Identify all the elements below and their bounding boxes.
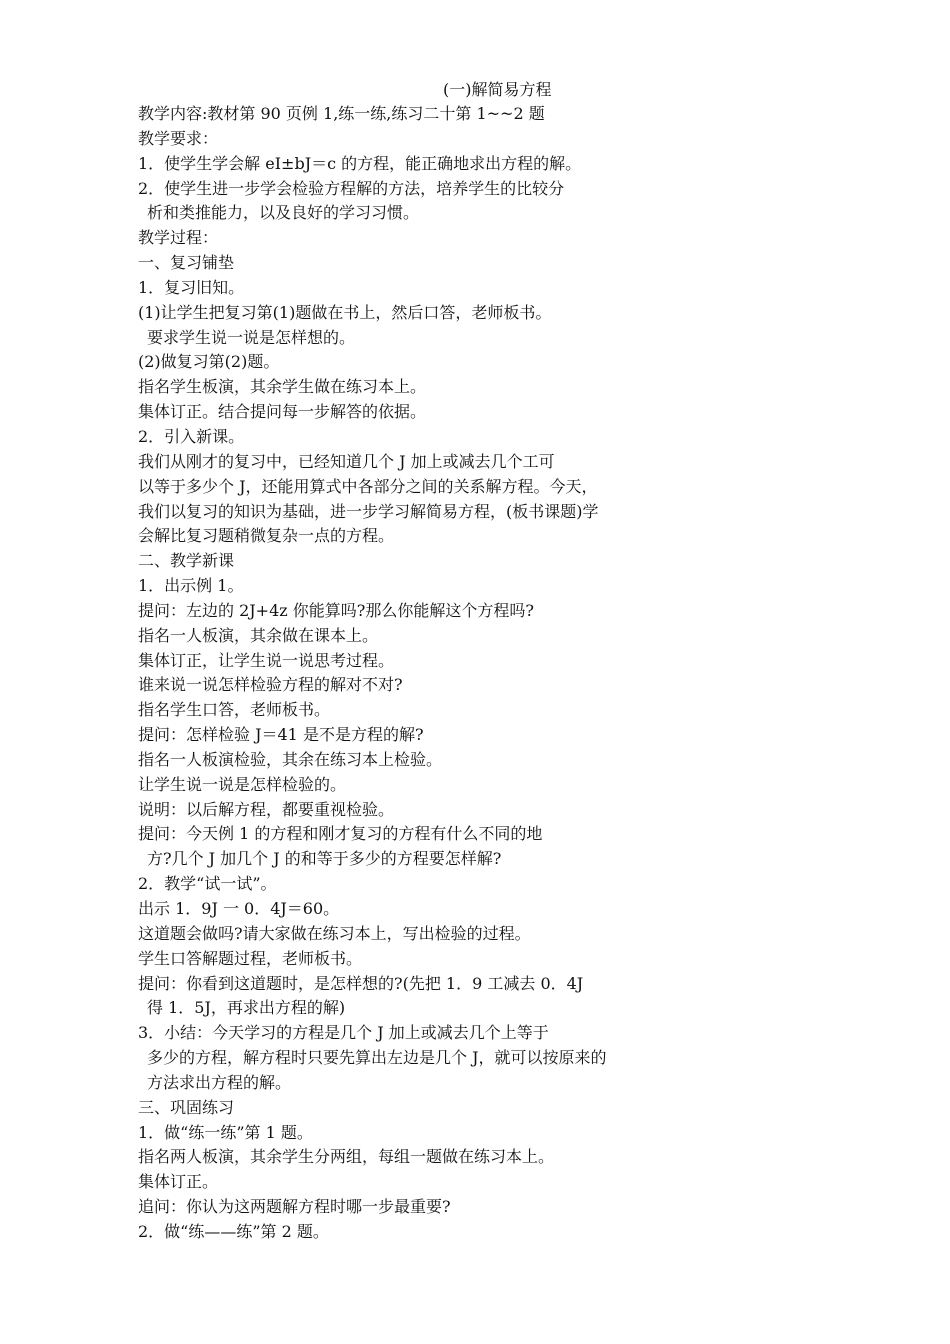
text-line: 集体订正，让学生说一说思考过程。 <box>138 650 395 670</box>
text-line: 3．小结：今天学习的方程是几个 J 加上或减去几个上等于 <box>138 1023 549 1043</box>
text-line: 教学内容:教材第 90 页例 1,练一练,练习二十第 1~~2 题 <box>138 104 545 123</box>
text-line: 以等于多少个 J，还能用算式中各部分之间的关系解方程。今天， <box>138 476 598 496</box>
text-line: 集体订正。 <box>138 1172 219 1192</box>
text-line: 教学过程： <box>138 228 219 248</box>
text-line: 我们以复习的知识为基础，进一步学习解简易方程，(板书课题)学 <box>138 501 599 521</box>
text-line: 教学要求： <box>138 128 219 148</box>
text-line: 出示 1．9J 一 0．4J＝60。 <box>138 899 340 918</box>
text-line: 得 1．5J，再求出方程的解) <box>147 998 346 1018</box>
text-line: 1．复习旧知。 <box>138 277 245 297</box>
text-line: 方?几个 J 加几个 J 的和等于多少的方程要怎样解? <box>147 849 502 869</box>
text-line: 2．教学“试一试”。 <box>138 874 277 894</box>
text-line: 提问：今天例 1 的方程和刚才复习的方程有什么不同的地 <box>138 824 543 844</box>
text-line: 1．做“练一练”第 1 题。 <box>138 1122 313 1142</box>
text-line: 让学生说一说是怎样检验的。 <box>138 774 347 794</box>
text-line: 说明：以后解方程，都要重视检验。 <box>138 799 395 819</box>
text-line: 1．出示例 1。 <box>138 576 244 596</box>
text-line: 二、教学新课 <box>138 551 235 571</box>
text-line: 2．做“练——练”第 2 题。 <box>138 1221 329 1241</box>
text-line: 集体订正。结合提问每一步解答的依据。 <box>138 402 427 422</box>
text-line: 提问：左边的 2J+4z 你能算吗?那么你能解这个方程吗? <box>138 600 534 620</box>
text-line: 2．引入新课。 <box>138 426 245 446</box>
text-line: 要求学生说一说是怎样想的。 <box>147 327 356 347</box>
text-line: (1)让学生把复习第(1)题做在书上，然后口答，老师板书。 <box>138 302 552 322</box>
text-line: 谁来说一说怎样检验方程的解对不对? <box>138 675 403 695</box>
text-line: 提问：怎样检验 J＝41 是不是方程的解? <box>138 725 424 745</box>
document-title: (一)解简易方程 <box>443 80 552 99</box>
text-line: 会解比复习题稍微复杂一点的方程。 <box>138 526 395 546</box>
text-line: 指名学生板演，其余学生做在练习本上。 <box>138 377 427 397</box>
document-body <box>138 102 838 1245</box>
text-line: 这道题会做吗?请大家做在练习本上，写出检验的过程。 <box>138 923 531 943</box>
text-line: 2．使学生进一步学会检验方程解的方法，培养学生的比较分 <box>138 178 565 198</box>
text-line: (2)做复习第(2)题。 <box>138 352 280 372</box>
text-line: 我们从刚才的复习中，已经知道几个 J 加上或减去几个工可 <box>138 451 555 471</box>
text-line: 1．使学生学会解 eI±bJ＝c 的方程，能正确地求出方程的解。 <box>138 153 582 173</box>
text-line: 指名一人板演检验，其余在练习本上检验。 <box>138 749 443 769</box>
text-line: 多少的方程，解方程时只要先算出左边是几个 J，就可以按原来的 <box>147 1048 607 1068</box>
text-line: 指名一人板演，其余做在课本上。 <box>138 625 379 645</box>
text-line: 提问：你看到这道题时，是怎样想的?(先把 1．9 工减去 0．4J <box>138 973 584 993</box>
text-line: 方法求出方程的解。 <box>147 1072 292 1092</box>
text-line: 追问：你认为这两题解方程时哪一步最重要? <box>138 1197 451 1217</box>
text-line: 学生口答解题过程，老师板书。 <box>138 948 363 968</box>
text-line: 指名两人板演，其余学生分两组，每组一题做在练习本上。 <box>138 1147 555 1167</box>
text-line: 指名学生口答，老师板书。 <box>138 700 331 720</box>
text-line: 一、复习铺垫 <box>138 253 235 273</box>
text-line: 三、巩固练习 <box>138 1097 235 1117</box>
text-line: 析和类推能力，以及良好的学习习惯。 <box>147 203 420 223</box>
